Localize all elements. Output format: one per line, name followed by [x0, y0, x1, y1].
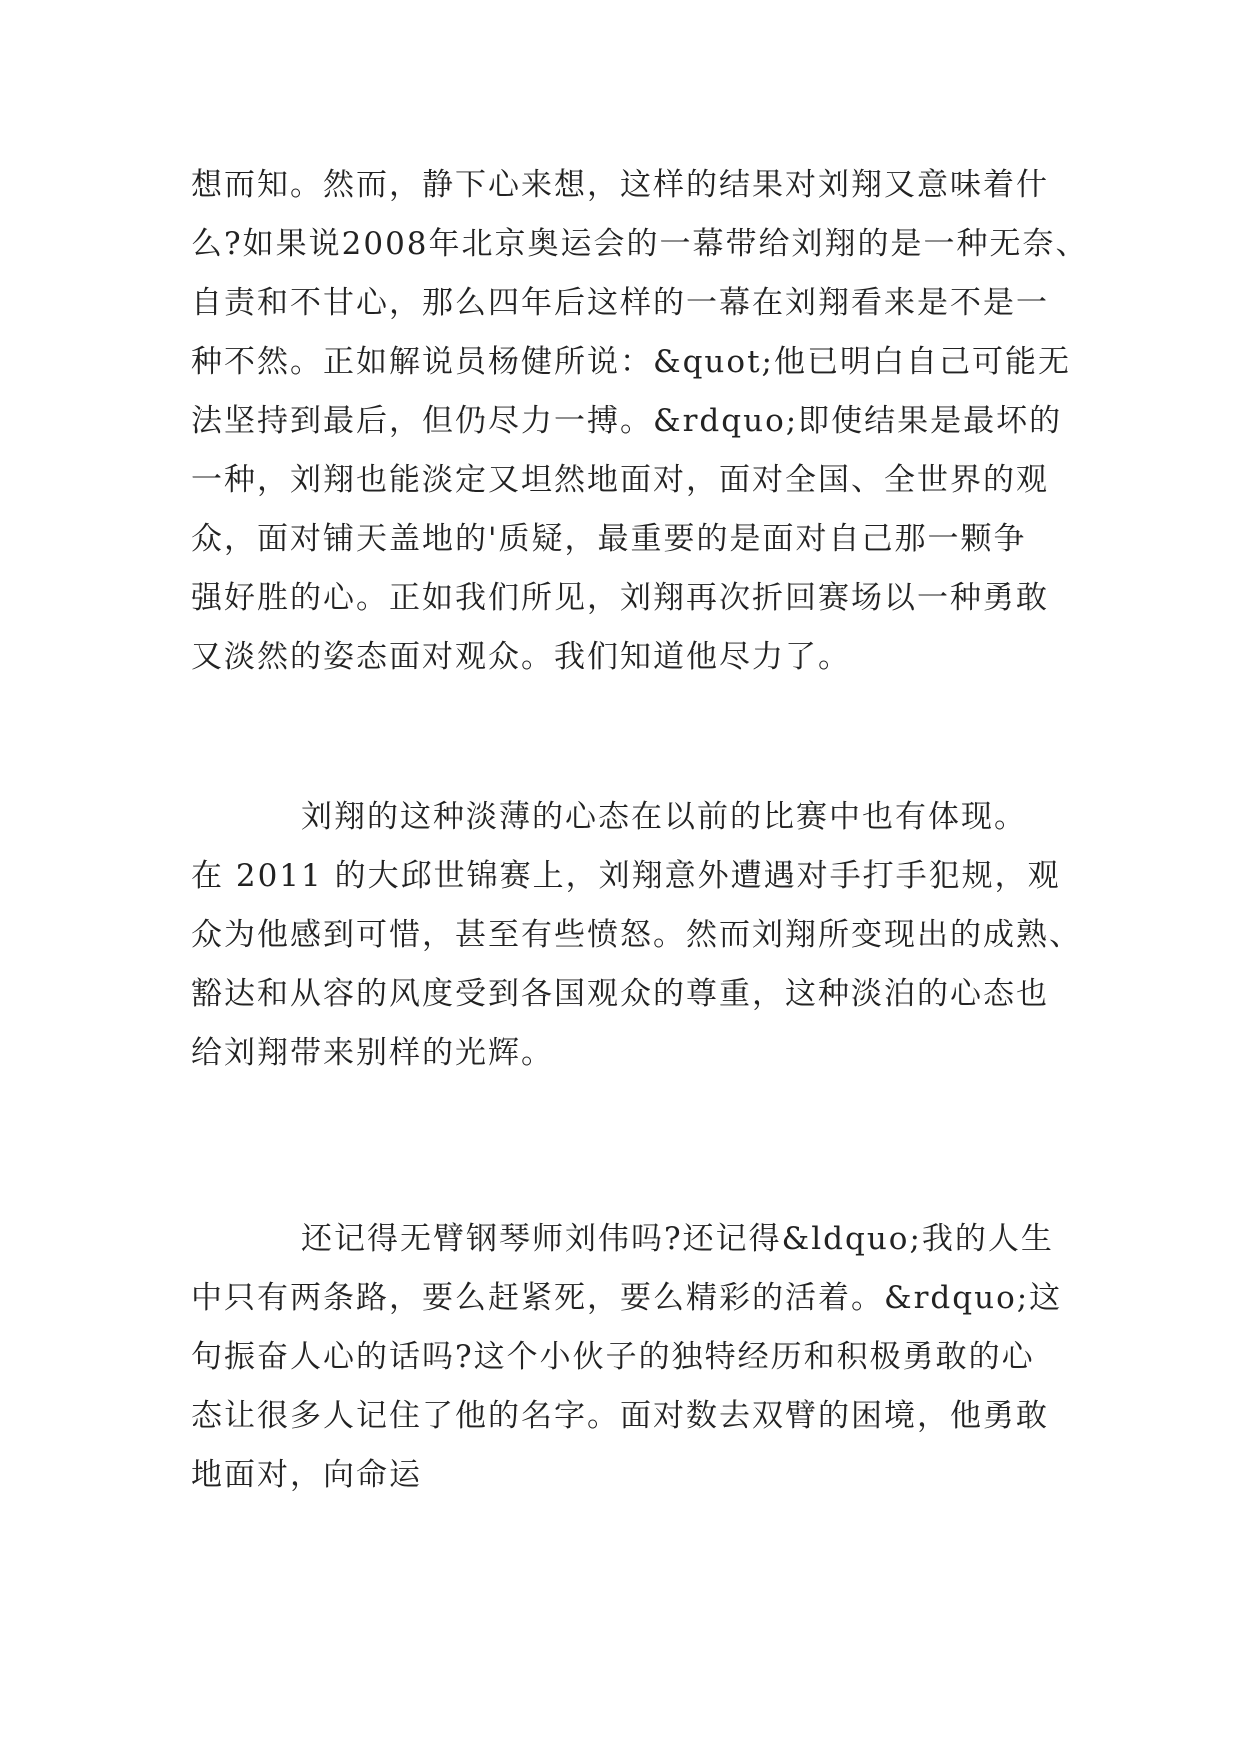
paragraph-line: 豁达和从容的风度受到各国观众的尊重，这种淡泊的心态也 — [191, 976, 1049, 1012]
paragraph-line: 地面对，向命运 — [191, 1457, 422, 1493]
paragraph-line: 态让很多人记住了他的名字。面对数去双臂的困境，他勇敢 — [191, 1398, 1049, 1434]
paragraph-line: 句振奋人心的话吗?这个小伙子的独特经历和积极勇敢的心 — [191, 1339, 1035, 1375]
paragraph-line: 中只有两条路，要么赶紧死，要么精彩的活着。&rdquo;这 — [191, 1280, 1063, 1316]
paragraph-line: 么?如果说2008年北京奥运会的一幕带给刘翔的是一种无奈、 — [191, 226, 1089, 262]
paragraph-line: 给刘翔带来别样的光辉。 — [191, 1035, 554, 1071]
paragraph-line: 在 2011 的大邱世锦赛上，刘翔意外遭遇对手打手犯规，观 — [191, 858, 1061, 894]
paragraph-line: 种不然。正如解说员杨健所说：&quot;他已明白自己可能无 — [191, 344, 1071, 380]
paragraph-2 — [191, 788, 1091, 1083]
paragraph-line: 众，面对铺天盖地的'质疑，最重要的是面对自己那一颗争 — [191, 521, 1027, 557]
paragraph-line: 自责和不甘心，那么四年后这样的一幕在刘翔看来是不是一 — [191, 285, 1049, 321]
paragraph-1 — [191, 156, 1091, 687]
paragraph-line: 又淡然的姿态面对观众。我们知道他尽力了。 — [191, 639, 851, 675]
paragraph-line: 强好胜的心。正如我们所见，刘翔再次折回赛场以一种勇敢 — [191, 580, 1049, 616]
paragraph-line: 众为他感到可惜，甚至有些愤怒。然而刘翔所变现出的成熟、 — [191, 917, 1082, 953]
paragraph-line: 刘翔的这种淡薄的心态在以前的比赛中也有体现。 — [301, 799, 1027, 835]
paragraph-line: 法坚持到最后，但仍尽力一搏。&rdquo;即使结果是最坏的 — [191, 403, 1063, 439]
paragraph-line: 还记得无臂钢琴师刘伟吗?还记得&ldquo;我的人生 — [301, 1221, 1054, 1257]
paragraph-line: 想而知。然而，静下心来想，这样的结果对刘翔又意味着什 — [191, 167, 1049, 203]
paragraph-3 — [191, 1210, 1091, 1505]
paragraph-line: 一种，刘翔也能淡定又坦然地面对，面对全国、全世界的观 — [191, 462, 1049, 498]
